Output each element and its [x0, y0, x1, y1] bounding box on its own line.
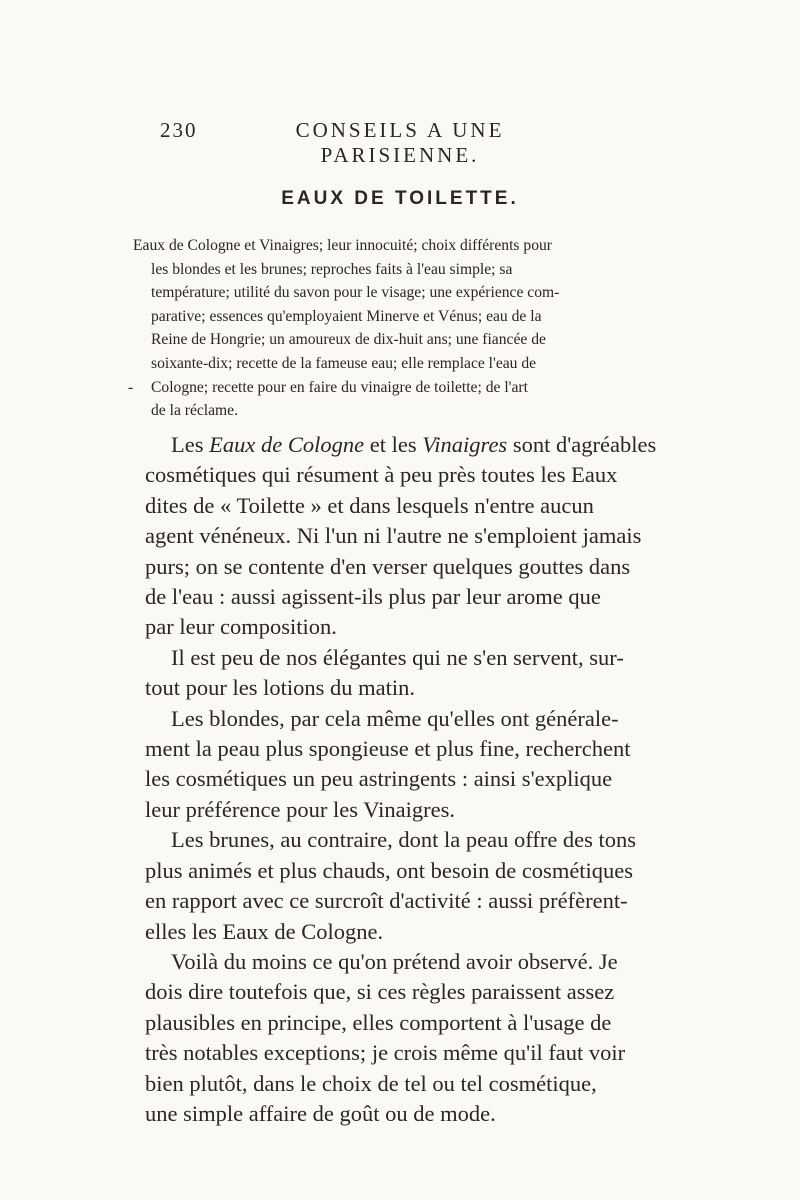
paragraph-line: dois dire toutefois que, si ces règles paraissent assez [145, 979, 615, 1005]
italic-term: Eaux de Cologne [209, 432, 365, 457]
paragraph-line: Il est peu de nos élégantes qui ne s'en servent, sur- [171, 644, 624, 670]
summary-line: soixante-dix; recette de la fameuse eau; elle remplace l'eau de [151, 354, 537, 372]
summary-line: parative; essences qu'employaient Minerve et Vénus; eau de la [151, 307, 542, 325]
text-run: et les [364, 432, 423, 457]
summary-line: de la réclame. [151, 402, 239, 420]
paragraph-line: dites de « Toilette » et dans lesquels n'entre aucun [145, 492, 594, 518]
paragraph-line: les cosmétiques un peu astringents : ainsi s'explique [145, 766, 613, 792]
paragraph-line: leur préférence pour les Vinaigres. [145, 796, 455, 822]
italic-term: Vinaigres [422, 432, 508, 457]
text-run: Les [171, 432, 210, 457]
summary-line: les blondes et les brunes; reproches faits à l'eau simple; sa [151, 260, 513, 278]
chapter-summary [128, 234, 663, 423]
paragraph-line: par leur composition. [145, 614, 337, 640]
page-number: 230 [160, 118, 198, 142]
summary-line: Reine de Hongrie; un amoureux de dix-huit ans; une fiancée de [151, 331, 546, 349]
running-head: CONSEILS A UNE PARISIENNE. [295, 118, 505, 167]
page-header [160, 118, 560, 168]
summary-line-text: Cologne; recette pour en faire du vinaigre de toilette; de l'art [151, 378, 528, 396]
paragraph-line: Les blondes, par cela même qu'elles ont générale- [171, 705, 619, 731]
paragraph-line: plus animés et plus chauds, ont besoin de cosmétiques [145, 857, 634, 883]
summary-line: Eaux de Cologne et Vinaigres; leur innocuité; choix différents pour [133, 237, 552, 254]
summary-line: température; utilité du savon pour le visage; une expérience com- [151, 284, 560, 302]
paragraph-line: une simple affaire de goût ou de mode. [145, 1100, 496, 1126]
paragraph-line: très notables exceptions; je crois même qu'il faut voir [145, 1040, 626, 1066]
paragraph-1-first-line [145, 430, 675, 460]
section-title: EAUX DE TOILETTE. [281, 188, 519, 209]
paragraph-line: elles les Eaux de Cologne. [145, 918, 384, 944]
text-run: sont d'agréables [507, 432, 657, 457]
body-text [145, 430, 675, 1129]
summary-line-with-dash [128, 376, 663, 400]
paragraph-line: bien plutôt, dans le choix de tel ou tel cosmétique, [145, 1070, 597, 1096]
paragraph-line: tout pour les lotions du matin. [145, 675, 415, 701]
paragraph-line: en rapport avec ce surcroît d'activité : aussi préfèrent- [145, 888, 628, 914]
paragraph-line: plausibles en principe, elles comportent à l'usage de [145, 1009, 612, 1035]
paragraph-line: cosmétiques qui résument à peu près toutes les Eaux [145, 462, 618, 488]
paragraph-line: ment la peau plus spongieuse et plus fine, recherchent [145, 736, 631, 762]
paragraph-line: Voilà du moins ce qu'on prétend avoir observé. Je [171, 948, 618, 974]
paragraph-line: agent vénéneux. Ni l'un ni l'autre ne s'emploient jamais [145, 523, 642, 549]
paragraph-line: de l'eau : aussi agissent-ils plus par leur arome que [145, 584, 601, 610]
margin-dash: - [128, 378, 134, 396]
paragraph-line: purs; on se contente d'en verser quelques gouttes dans [145, 553, 631, 579]
paragraph-line: Les brunes, au contraire, dont la peau offre des tons [171, 827, 637, 853]
